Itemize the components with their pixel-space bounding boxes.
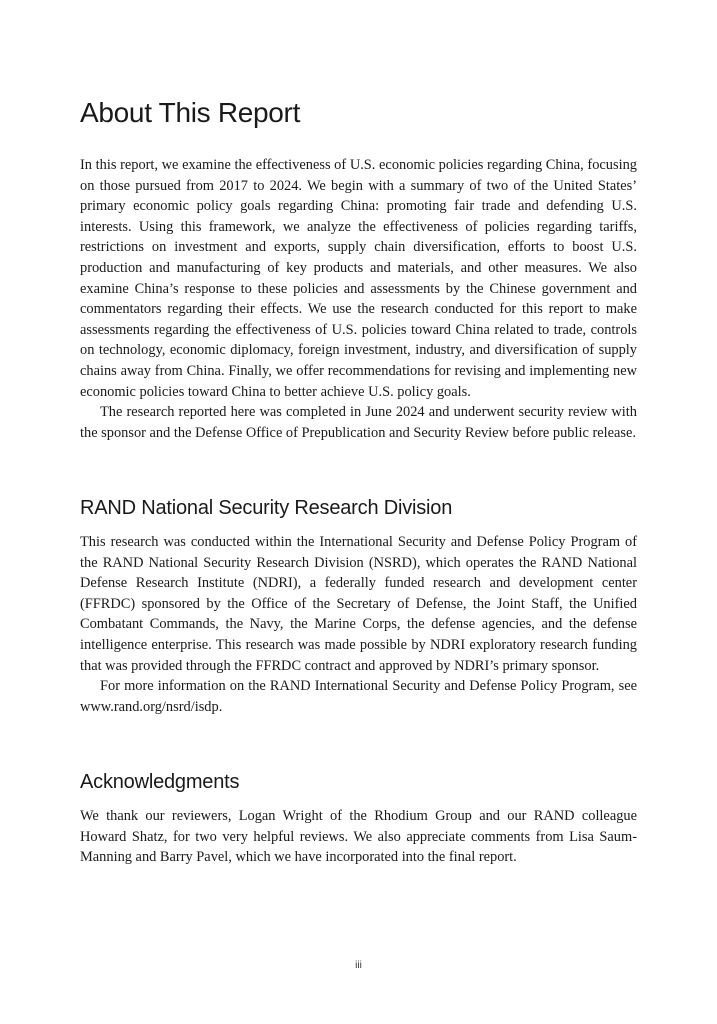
- nsrd-paragraph: For more information on the RAND International Security and Defense Policy Program, see www.rand.org/nsrd/isdp.: [80, 678, 637, 715]
- about-section-body: [80, 155, 637, 443]
- about-paragraph: In this report, we examine the effectiveness of U.S. economic policies regarding China, focusing on those pursued from 2017 to 2024. We begin with a summary of two of the United States’ primary economic policy goals regarding China: promoting fair trade and defending U.S. interests. Using this framework, we analyze the effectiveness of policies regarding tariffs, restrictions on investment and exports, supply chain diversification, efforts to boost U.S. production and manufacturing of key products and materials, and other measures. We also examine China’s response to these policies and assessments by the Chinese government and commentators regarding their effects. We use the research conducted for this report to make assessments regarding the effectiveness of U.S. policies toward China related to trade, controls on technology, economic diplomacy, foreign investment, industry, and diversification of supply chains away from China. Finally, we offer recommendations for revising and implementing new economic policies toward China to better achieve U.S. policy goals.: [80, 157, 637, 400]
- acknowledgments-section-title: Acknowledgments: [80, 771, 240, 793]
- about-paragraph: The research reported here was completed in June 2024 and underwent security review with the sponsor and the Defense Office of Prepublication and Security Review before public release.: [80, 404, 637, 441]
- page-title: About This Report: [80, 97, 301, 128]
- nsrd-paragraph: This research was conducted within the International Security and Defense Policy Program of the RAND National Security Research Division (NSRD), which operates the RAND National Defense Research Institute (NDRI), a federally funded research and development center (FFRDC) sponsored by the Office of the Secretary of Defense, the Joint Staff, the Unified Combatant Commands, the Navy, the Marine Corps, the defense agencies, and the defense intelligence enterprise. This research was made possible by NDRI exploratory research funding that was provided through the FFRDC contract and approved by NDRI’s primary sponsor.: [80, 534, 637, 674]
- nsrd-section-title: RAND National Security Research Division: [80, 497, 453, 519]
- acknowledgments-paragraph: We thank our reviewers, Logan Wright of the Rhodium Group and our RAND colleague Howard Shatz, for two very helpful reviews. We also appreciate comments from Lisa Saum-Manning and Barry Pavel, which we have incorporated into the final report.: [80, 808, 637, 866]
- acknowledgments-section-body: [80, 806, 637, 868]
- page-number: iii: [355, 960, 362, 971]
- nsrd-section-body: [80, 532, 637, 717]
